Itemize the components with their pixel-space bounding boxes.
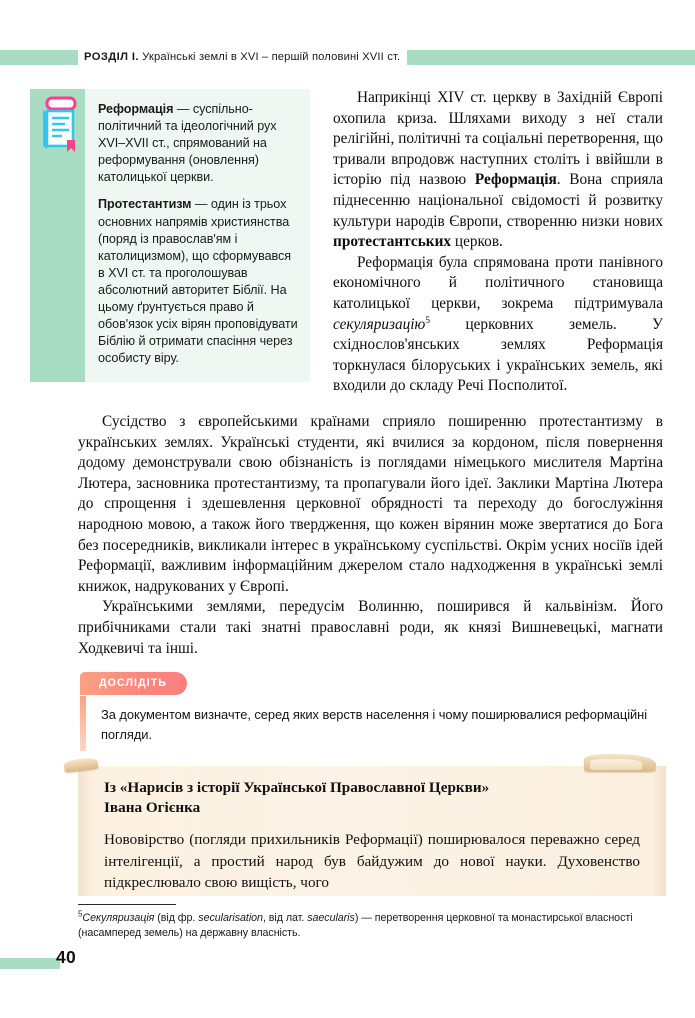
paragraph-segment: . Вона сприяла піднесенню національної свідомості й розвитку культури народів Європи, створенню низки нових [333, 171, 663, 230]
page-number: 40 [56, 947, 77, 967]
definition-entry [98, 196, 298, 367]
chapter-label: РОЗДІЛ I. [84, 51, 139, 63]
definition-term: Реформація [98, 102, 174, 116]
paragraph-segment: церковних земель. У східнослов'янських землях Реформація торкнулася білоруських і українських земель, які входили до складу Речі Посполитої. [333, 315, 663, 395]
body-paragraph-1 [333, 88, 663, 253]
main-text-column [78, 412, 663, 659]
definition-accent-stripe [30, 89, 85, 382]
source-document-card [78, 766, 666, 896]
paragraph-italic-term: секуляризацію [333, 315, 426, 333]
definition-sidebar [30, 89, 310, 382]
footnote [78, 911, 663, 941]
definition-text-area [85, 89, 310, 382]
paragraph-segment: Наприкінці XIV ст. церкву в Західній Європі охопила криза. Шляхами виходу з неї стали релігійні, політичні та соціальні перетворення, що тривали впродовж наступних століть і ввійшли в історію під назвою [333, 89, 663, 189]
footnote-segment: ) — перетворення церковної та монастирської власності (насамперед земель) на державну власність. [78, 912, 633, 940]
task-body [80, 696, 663, 751]
footnote-divider [78, 904, 176, 905]
paragraph-segment: Реформація була спрямована проти панівного економічного й політичного становища католицької церкви, зокрема підтримувала [333, 253, 663, 312]
definition-term: Протестантизм [98, 197, 192, 212]
source-title-line-2: Івана Огієнка [104, 798, 201, 816]
source-title-line-1: Із «Нарисів з історії Української Православної Церкви» [104, 779, 490, 796]
task-instruction-text: За документом визначте, серед яких верств населення і чому поширювалися реформаційні погляди. [101, 707, 648, 742]
paragraph-segment: церков. [451, 233, 503, 251]
footnote-marker: 5 [425, 315, 431, 326]
footnote-foreign-word: secularisation [198, 912, 263, 924]
body-paragraph-2 [333, 253, 663, 397]
footnote-term: Секуляризація [82, 912, 155, 924]
definition-description: — один із трьох основних напрямів християнства (поряд із православ'ям і католицизмом), що сформувався в XVI ст. та проголошував абсолютний авторитет Біблії. На цьому ґрунтується право й обов'язок усіх вірян проповідувати Біблію й отримати спасіння через особисту віру. [98, 197, 298, 366]
status-badge: ДОСЛІДІТЬ [80, 672, 187, 695]
definition-description: — суспільно-політичний та ідеологічний рух XVI–XVII ст., спрямований на реформування (оновлення) католицької церкви. [98, 102, 277, 185]
task-block [80, 672, 663, 751]
chapter-title: Українські землі в XVI – першій половині XVII ст. [138, 51, 401, 63]
definition-entry [98, 101, 298, 186]
book-speech-bubble-icon [38, 96, 80, 154]
footnote-number: 5 [78, 909, 83, 919]
body-paragraph-3: Сусідство з європейськими країнами сприяло поширенню протестантизму в українських землях. Українські студенти, які вчилися за кордоном, після повернення додому демонстрували свою обізнаність із поглядами німецького мислителя Мартіна Лютера, засновника протестантизму, та пропагували його ідеї. Заклики Мартіна Лютера до спрощення і здешевлення церковної обрядності та переходу до богослужіння народною мовою, а також його твердження, що кожен вірянин може звертатися до Бога без посередників, викликали інтерес в українському суспільстві. Окрім усних носіїв ідей Реформації, важливим інформаційним джерелом стало надходження в українські землі книжок, надрукованих у Європі. [78, 413, 663, 595]
footnote-segment: , від лат. [262, 912, 308, 924]
right-text-column [333, 88, 663, 397]
paragraph-bold-term: Реформація [474, 171, 557, 189]
source-document-excerpt: Нововірство (погляди прихильників Реформації) поширювалося переважно серед інтелігенції, а простий народ був байдужим до нової науки. Духовенство підкреслювало свою вищість, чого [104, 831, 640, 891]
running-header [78, 48, 407, 66]
footnote-segment: (від фр. [154, 912, 199, 924]
source-document-content [78, 766, 666, 904]
folio-rule-bar [0, 958, 60, 969]
footnote-foreign-word: saecularis [307, 912, 355, 924]
source-document-title [104, 778, 640, 817]
task-badge-row [80, 672, 663, 696]
body-paragraph-4: Українськими землями, передусім Волинню, поширився й кальвінізм. Його прибічниками стали такі знатні православні роди, як князі Вишневецькі, магнати Ходкевичі та інші. [78, 598, 663, 657]
paragraph-bold-term: протестантських [333, 233, 452, 251]
